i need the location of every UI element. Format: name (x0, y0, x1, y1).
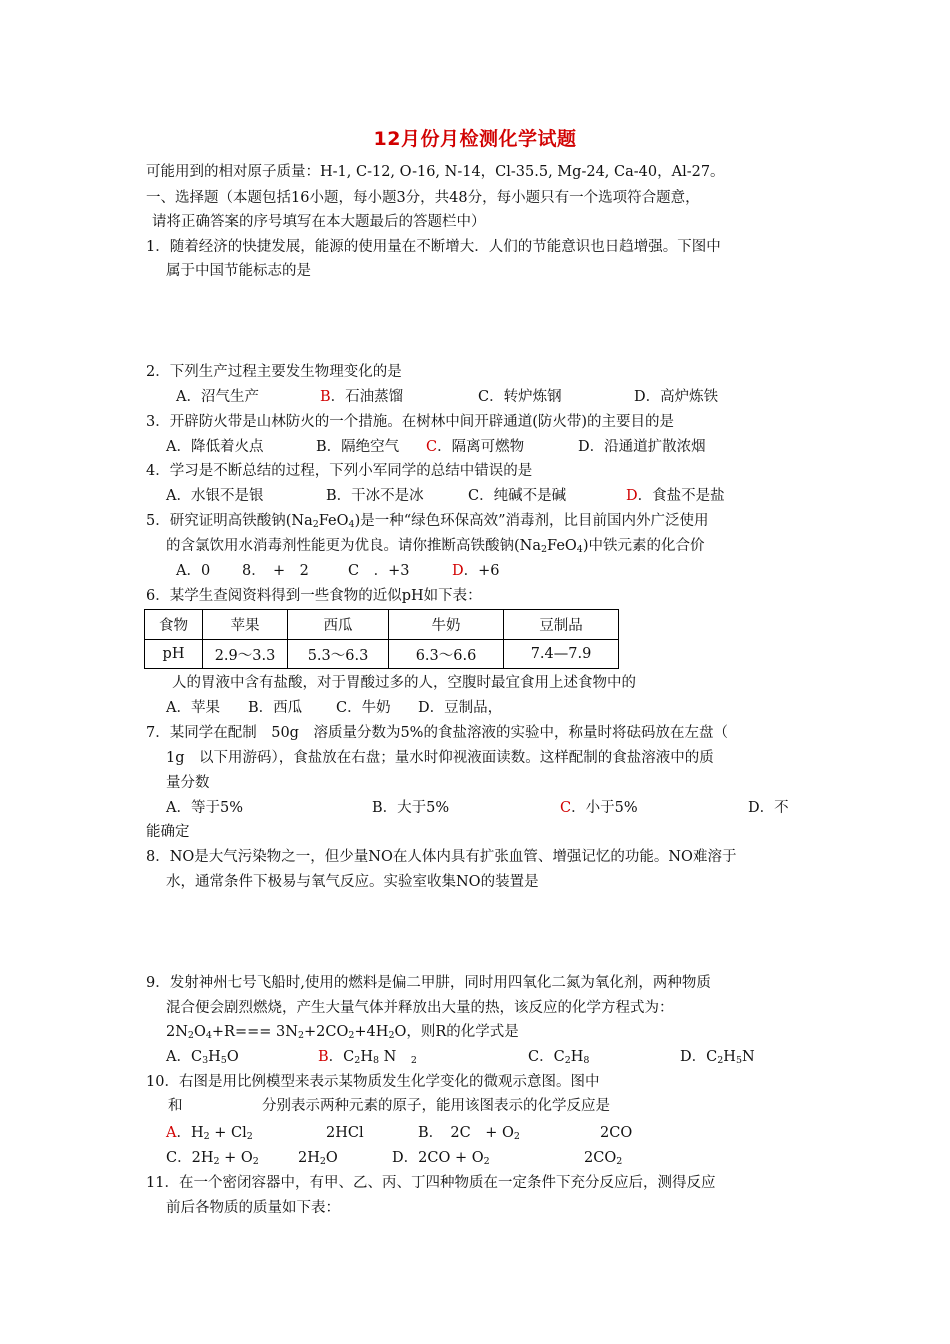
q7-option-c: C．小于5% (560, 800, 638, 816)
q10-option-b: B． 2C + $O_2$ (418, 1125, 520, 1142)
answer-mark: B (318, 1049, 329, 1065)
q7-option-a: A．等于5% (166, 800, 243, 816)
q10-line2-a: 和 (168, 1098, 183, 1114)
q10-option-c: C．$2H_2 + O_2$ (166, 1150, 259, 1167)
q9-option-b: B．$C_2H_8$ N $_2$ (318, 1049, 417, 1066)
q4-option-a: A．水银不是银 (166, 488, 264, 504)
q7-line1: 7．某同学在配制 50g 溶质量分数为5%的食盐溶液的实验中，称量时将砝码放在左盘（ (146, 725, 728, 741)
q5-option-a: A．0 (176, 563, 211, 579)
answer-mark: A (166, 1125, 177, 1141)
section-heading-cont: 请将正确答案的序号填写在本大题最后的答题栏中） (152, 214, 486, 230)
q4-stem: 4．学习是不断总结的过程，下列小军同学的总结中错误的是 (146, 463, 533, 479)
q10-option-b-product: 2CO (600, 1125, 633, 1141)
ph-table-header-cell: 西瓜 (288, 610, 389, 640)
q5-option-b: 8． + 2 (242, 563, 309, 579)
q7-option-b: B．大于5% (372, 800, 450, 816)
q10-line1: 10．右图是用比例模型来表示某物质发生化学变化的微观示意图。图中 (146, 1074, 600, 1090)
answer-mark: D (626, 488, 638, 504)
q5-line2: 的含氯饮用水消毒剂性能更为优良。请你推断高铁酸钠$(Na_2FeO_4)$中铁元素的化合价 (166, 538, 705, 555)
ph-table-header-cell: 食物 (145, 610, 203, 640)
q11-line1: 11．在一个密闭容器中，有甲、乙、丙、丁四种物质在一定条件下充分反应后，测得反应 (146, 1175, 716, 1191)
q6-option-a: A．苹果 (166, 700, 220, 716)
ph-table-cell: 7.4—7.9 (504, 640, 619, 669)
q3-option-d: D．沿通道扩散浓烟 (578, 439, 706, 455)
ph-table-row (145, 640, 619, 669)
q5-option-d: D．+6 (452, 563, 500, 579)
q1-line2: 属于中国节能标志的是 (166, 263, 311, 279)
ph-table-header-cell: 牛奶 (389, 610, 504, 640)
section-heading: 一、选择题（本题包括16小题，每小题3分，共48分，每小题只有一个选项符合题意， (146, 190, 700, 206)
q2-option-c: C．转炉炼钢 (478, 389, 562, 405)
ph-table-cell: 5.3～6.3 (288, 640, 389, 669)
q3-option-c: C．隔离可燃物 (426, 439, 525, 455)
q10-option-d-product: $2CO_2$ (584, 1150, 623, 1167)
ph-table-cell: pH (145, 640, 203, 669)
ph-table-cell: 6.3～6.6 (389, 640, 504, 669)
q6-stem: 6．某学生查阅资料得到一些食物的近似pH如下表： (146, 588, 482, 604)
q5-line1: 5．研究证明高铁酸钠$(Na_2FeO_4)$是一种“绿色环保高效”消毒剂，比目前国内外广泛使用 (146, 513, 709, 530)
q4-option-b: B．干冰不是冰 (326, 488, 424, 504)
q7-option-d: D．不 (748, 800, 789, 816)
ph-table-header-row (145, 610, 619, 640)
q9-line2: 混合便会剧烈燃烧，产生大量气体并释放出大量的热，该反应的化学方程式为： (166, 1000, 674, 1016)
q6-option-b: B．西瓜 (248, 700, 303, 716)
q9-option-d: D．$C_2H_5N$ (680, 1049, 755, 1066)
q3-option-a: A．降低着火点 (166, 439, 264, 455)
exam-title: 12月份月检测化学试题 (373, 128, 577, 150)
q8-line2: 水，通常条件下极易与氧气反应。实验室收集NO的装置是 (166, 874, 539, 890)
q5-option-c: C ．+3 (348, 563, 410, 579)
ph-table-header-cell: 豆制品 (504, 610, 619, 640)
q2-option-d: D．高炉炼铁 (634, 389, 719, 405)
answer-mark: D (452, 563, 464, 579)
q7-line2: 1g 以下用游码），食盐放在右盘；量水时仰视液面读数。这样配制的食盐溶液中的质 (166, 750, 714, 766)
q2-option-b: B．石油蒸馏 (320, 389, 404, 405)
answer-mark: B (320, 389, 331, 405)
q10-option-c-product: $2H_2O$ (298, 1150, 338, 1167)
q4-option-c: C．纯碱不是碱 (468, 488, 567, 504)
q10-line2-b: 分别表示两种元素的原子，能用该图表示的化学反应是 (262, 1098, 610, 1114)
q6-line2: 人的胃液中含有盐酸，对于胃酸过多的人，空腹时最宜食用上述食物中的 (172, 675, 636, 691)
q4-option-d: D．食盐不是盐 (626, 488, 725, 504)
ph-table-cell: 2.9～3.3 (203, 640, 288, 669)
q10-option-a: A．$H_2 + Cl_2$ (166, 1125, 253, 1142)
q7-line3: 量分数 (166, 775, 210, 791)
q1-line1: 1．随着经济的快捷发展，能源的使用量在不断增大．人们的节能意识也日趋增强。下图中 (146, 239, 721, 255)
q9-equation: $2N_2O_4+R=== 3N_2+2CO_2+4H_2O$，则R的化学式是 (166, 1024, 519, 1041)
q3-stem: 3．开辟防火带是山林防火的一个措施。在树林中间开辟通道(防火带)的主要目的是 (146, 414, 675, 430)
q7-option-d-cont: 能确定 (146, 824, 190, 840)
q9-option-c: C．$C_2H_8$ (528, 1049, 590, 1066)
atomic-masses: 可能用到的相对原子质量：H-1, C-12, O-16, N-14，Cl-35.5, Mg-24, Ca-40，Al-27。 (146, 164, 725, 180)
answer-mark: C (426, 439, 438, 455)
q2-option-a: A．沼气生产 (176, 389, 259, 405)
answer-mark: C (560, 800, 572, 816)
q2-stem: 2．下列生产过程主要发生物理变化的是 (146, 364, 402, 380)
ph-table (144, 609, 619, 669)
q10-option-a-product: 2HCl (326, 1125, 364, 1141)
q6-option-c: C．牛奶 (336, 700, 391, 716)
q9-line1: 9．发射神州七号飞船时,使用的燃料是偏二甲肼，同时用四氧化二氮为氧化剂，两种物质 (146, 975, 711, 991)
q9-option-a: A．$C_3H_5O$ (166, 1049, 239, 1066)
q10-option-d: D．$2CO + O_2$ (392, 1150, 490, 1167)
q6-option-d: D．豆制品， (418, 700, 503, 716)
q8-line1: 8．NO是大气污染物之一，但少量NO在人体内具有扩张血管、增强记忆的功能。NO难溶于 (146, 849, 737, 865)
q3-option-b: B．隔绝空气 (316, 439, 400, 455)
ph-table-header-cell: 苹果 (203, 610, 288, 640)
q11-line2: 前后各物质的质量如下表： (166, 1200, 340, 1216)
